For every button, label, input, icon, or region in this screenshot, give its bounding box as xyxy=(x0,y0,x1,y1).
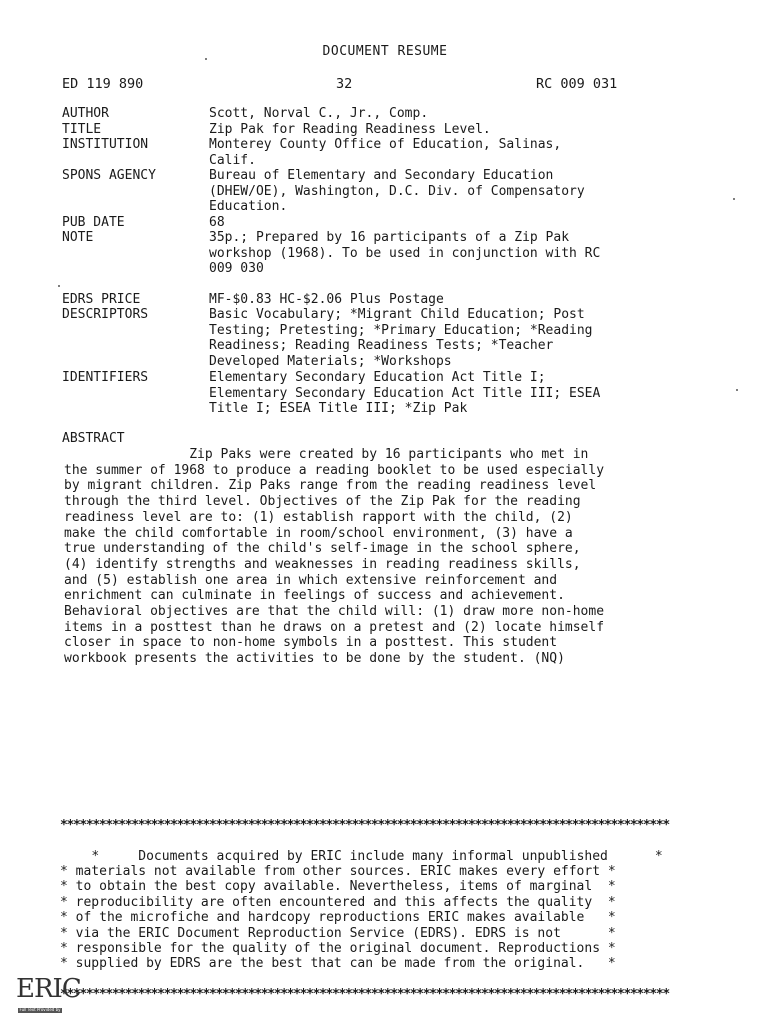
scan-speck xyxy=(736,389,738,391)
abstract-text: Zip Paks were created by 16 participants who met in the summer of 1968 to produce a reading booklet to be used especially by migrant children. Zip Paks range from the reading readiness level through the third level. Objectives of the Zip Pak for the reading readiness level are to: (1) establish rapport with the child, (2) make the child comfortable in room/school environment, (3) have a true understanding of the child's self-image in the school sphere, (4) identify strengths and weaknesses in reading readiness skills, and (5) establish one area in which extensive reinforcement and enrichment can culminate in feelings of success and achievement. Behavioral objectives are that the child will: (1) draw more non-home items in a posttest than he draws on a pretest and (2) locate himself closer in space to non-home symbols in a posttest. This student workbook presents the activities to be done by the student. (NQ) xyxy=(64,447,605,667)
abstract-label: ABSTRACT xyxy=(62,431,125,446)
field-label: AUTHOR xyxy=(62,106,109,121)
field-value: Basic Vocabulary; *Migrant Child Education; Post Testing; Pretesting; *Primary Education; *Reading Readiness; Reading Readiness Tests; *Teacher Developed Materials; *Workshops xyxy=(209,307,593,369)
field-value: 35p.; Prepared by 16 participants of a Zip Pak workshop (1968). To be used in conjunction with RC 009 030 xyxy=(209,230,601,276)
field-value: Monterey County Office of Education, Salinas, Calif. xyxy=(209,137,562,168)
notice-top-border: ********************************************************************************************** xyxy=(60,817,669,833)
field-value: Bureau of Elementary and Secondary Education (DHEW/OE), Washington, D.C. Div. of Compensatory Education. xyxy=(209,168,585,214)
eric-notice-box xyxy=(60,787,720,1034)
field-label: DESCRIPTORS xyxy=(62,307,149,322)
scan-speck xyxy=(205,58,207,60)
field-label: SPONS AGENCY xyxy=(62,168,156,183)
ed-number: ED 119 890 xyxy=(62,76,144,92)
eric-logo-text: ERIC xyxy=(16,974,81,1004)
eric-logo xyxy=(16,966,81,1018)
field-value: Elementary Secondary Education Act Title I; Elementary Secondary Education Act Title III; ESEA Title I; ESEA Title III; *Zip Pak xyxy=(209,370,601,416)
field-value: 68 xyxy=(209,215,225,230)
center-code: 32 xyxy=(336,76,353,92)
clearinghouse-number: RC 009 031 xyxy=(536,76,618,92)
field-label: INSTITUTION xyxy=(62,137,149,152)
document-heading: DOCUMENT RESUME xyxy=(322,44,448,59)
notice-bottom-border: ********************************************************************************************** xyxy=(60,987,669,1003)
field-label: NOTE xyxy=(62,230,94,245)
field-value: Scott, Norval C., Jr., Comp. xyxy=(209,106,429,121)
field-label: TITLE xyxy=(62,122,102,137)
field-label: PUB DATE xyxy=(62,215,125,230)
notice-text: * Documents acquired by ERIC include many informal unpublished * * materials not available from other sources. ERIC makes every effort * * to obtain the best copy available. Nevertheless, items of marginal * * reproducibility are often encountered and this affects the quality * * of the microfiche and hardcopy reproductions ERIC makes available * * via the ERIC Document Reproduction Service (EDRS). EDRS is not * * responsible for the quality of the original document. Reproductions * * supplied by EDRS are the best that can be made from the original. * xyxy=(60,848,663,972)
field-value: Zip Pak for Reading Readiness Level. xyxy=(209,122,491,137)
field-label: IDENTIFIERS xyxy=(62,370,149,385)
scan-speck xyxy=(733,198,735,200)
field-label: EDRS PRICE xyxy=(62,292,141,307)
scan-speck xyxy=(58,285,60,287)
eric-logo-subtext: Full Text Provided by ERIC xyxy=(19,1007,61,1018)
field-value: MF-$0.83 HC-$2.06 Plus Postage xyxy=(209,292,444,307)
